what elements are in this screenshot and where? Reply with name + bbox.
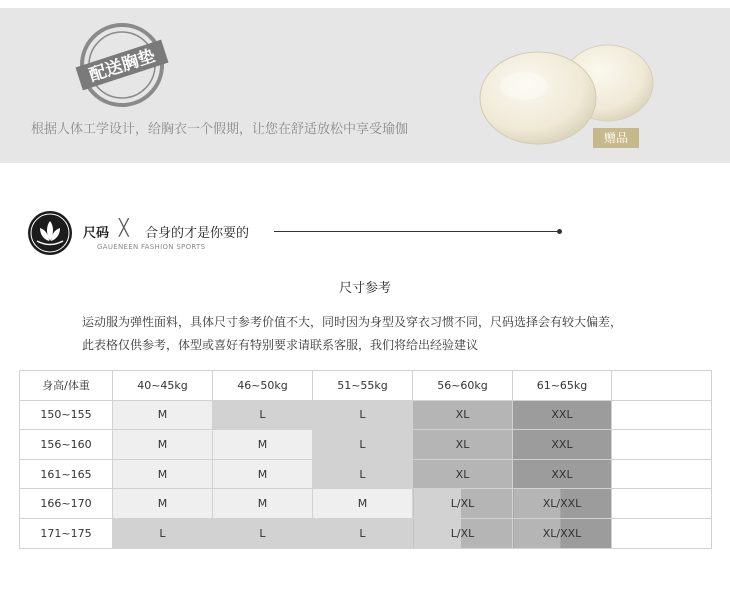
- separator-icon: ╳: [119, 218, 129, 237]
- reference-title: 尺寸参考: [338, 281, 391, 296]
- empty-cell: [612, 430, 712, 460]
- size-cell: L: [313, 400, 413, 430]
- empty-header: [612, 371, 712, 401]
- table-row: [20, 459, 712, 489]
- size-cell: XL/XXL: [513, 489, 612, 519]
- reference-note-line2: 此表格仅供参考，体型或喜好有特别要求请联系客服，我们将给出经验建议: [82, 338, 479, 352]
- height-cell: 156~160: [20, 430, 113, 460]
- size-cell: M: [113, 459, 213, 489]
- reference-note-line1: 运动服为弹性面料，具体尺寸参考价值不大，同时因为身型及穿衣习惯不同，尺码选择会有较大偏差，: [82, 315, 623, 329]
- empty-cell: [612, 459, 712, 489]
- table-row: [20, 400, 712, 430]
- heading-divider: [274, 231, 558, 232]
- table-row: [20, 430, 712, 460]
- size-cell: L/XL: [413, 489, 513, 519]
- size-table: [19, 370, 712, 549]
- table-row: [20, 518, 712, 548]
- gift-badge: 赠品: [593, 128, 639, 148]
- size-cell: M: [313, 489, 413, 519]
- round-stamp-icon: [71, 19, 173, 111]
- weight-header: 40~45kg: [113, 371, 213, 401]
- size-cell: L: [113, 518, 213, 548]
- size-cell: M: [213, 489, 313, 519]
- size-cell: L: [313, 459, 413, 489]
- size-cell: L: [313, 430, 413, 460]
- stamp-text: 配送胸垫: [86, 45, 158, 86]
- size-cell: XXL: [513, 459, 612, 489]
- size-cell: XXL: [513, 430, 612, 460]
- size-title: 尺码: [83, 226, 110, 241]
- size-cell: M: [113, 489, 213, 519]
- empty-cell: [612, 518, 712, 548]
- height-cell: 161~165: [20, 459, 113, 489]
- height-cell: 150~155: [20, 400, 113, 430]
- divider-dot: [557, 229, 562, 234]
- weight-header: 51~55kg: [313, 371, 413, 401]
- size-cell: L: [213, 518, 313, 548]
- size-cell: L: [313, 518, 413, 548]
- size-slogan: 合身的才是你要的: [145, 226, 250, 241]
- size-cell: XXL: [513, 400, 612, 430]
- size-cell: XL/XXL: [513, 518, 612, 548]
- size-cell: L/XL: [413, 518, 513, 548]
- empty-cell: [612, 489, 712, 519]
- weight-header: 46~50kg: [213, 371, 313, 401]
- weight-header: 56~60kg: [413, 371, 513, 401]
- brand-name: GAUENEEN FASHION SPORTS: [97, 243, 206, 251]
- lotus-logo-icon: [27, 210, 73, 256]
- corner-header: 身高/体重: [20, 371, 113, 401]
- size-cell: M: [213, 430, 313, 460]
- size-cell: L: [213, 400, 313, 430]
- table-row: [20, 489, 712, 519]
- height-cell: 166~170: [20, 489, 113, 519]
- size-cell: M: [113, 430, 213, 460]
- size-cell: M: [113, 400, 213, 430]
- height-cell: 171~175: [20, 518, 113, 548]
- weight-header: 61~65kg: [513, 371, 612, 401]
- size-cell: XL: [413, 459, 513, 489]
- size-cell: XL: [413, 400, 513, 430]
- size-cell: XL: [413, 430, 513, 460]
- banner-tagline: 根据人体工学设计，给胸衣一个假期，让您在舒适放松中享受瑜伽: [31, 122, 409, 137]
- size-cell: M: [213, 459, 313, 489]
- empty-cell: [612, 400, 712, 430]
- table-header-row: [20, 371, 712, 401]
- gift-banner: [0, 8, 730, 163]
